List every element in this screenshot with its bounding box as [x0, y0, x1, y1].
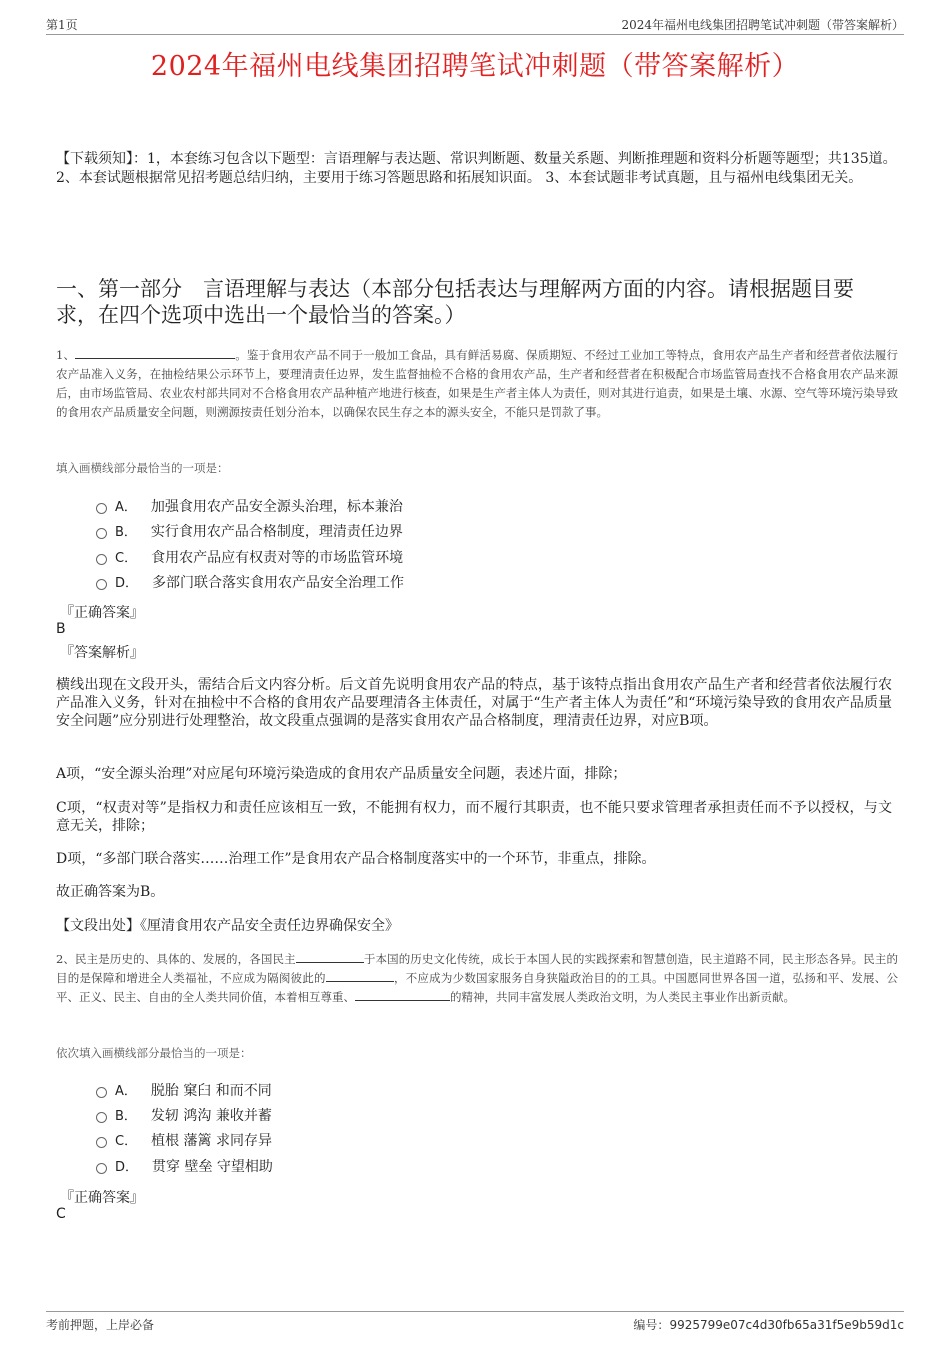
option-c[interactable]: C． 植根 藩篱 求同存异 [96, 1131, 272, 1151]
analysis-paragraph: A项，“安全源头治理”对应尾句环境污染造成的食用农产品质量安全问题，表述片面，排除； [56, 766, 627, 782]
analysis-paragraph: D项，“多部门联合落实……治理工作”是食用农产品合格制度落实中的一个环节，非重点，排除。 [56, 851, 656, 867]
correct-answer: C [56, 1206, 66, 1222]
analysis-paragraph: C项，“权责对等”是指权力和责任应该相互一致，不能拥有权力，而不履行其职责，也不能只要求管理者承担责任而不予以授权，与文意无关，排除； [56, 800, 892, 834]
answer-blank [75, 346, 235, 359]
radio-icon[interactable] [96, 554, 107, 565]
question-text: 。鉴于食用农产品不同于一般加工食品，具有鲜活易腐、保质期短、不经过工业加工等特点，食用农产品生产者和经营者依法履行农产品准入义务，在抽检结果公示环节上，要理清责任边界，发生监督抽检不合格的食用农产品，生产者和经营者在积极配合市场监管局查找不合格食用农产品来源后，由市场监管局、农业农村部共同对不合格食用农产品种植产地进行核查，如果是生产者主体人为责任，则对其进行追责，如果是土壤、水源、空气等环境污染导致的食用农产品质量安全问题，则溯源按责任划分治本，以确保农民生存之本的源头安全，不能只是罚款了事。 [56, 348, 898, 419]
option-b[interactable]: B． 实行食用农产品合格制度，理清责任边界 [96, 522, 403, 542]
page-title: 2024年福州电线集团招聘笔试冲刺题（带答案解析） [150, 51, 800, 82]
question-prompt: 填入画横线部分最恰当的一项是： [56, 461, 229, 475]
page-footer [46, 1311, 904, 1332]
option-c[interactable]: C． 食用农产品应有权责对等的市场监管环境 [96, 548, 403, 568]
page-header [46, 14, 904, 35]
page-number: 第1页 [46, 18, 78, 32]
question-number: 1、 [56, 348, 76, 362]
answer-blank [326, 969, 394, 982]
option-a[interactable]: A． 脱胎 窠臼 和而不同 [96, 1081, 272, 1101]
option-d[interactable]: D． 多部门联合落实食用农产品安全治理工作 [96, 573, 404, 593]
radio-icon[interactable] [96, 503, 107, 514]
question-2: 2、民主是历史的、具体的、发展的，各国民主 于本国的历史文化传统，成长于本国人民的实践探索和智慧创造，民主道路不同，民主形态各异。民主的目的是保障和增进全人类福祉，不应成为隔阂彼此的 ，不应成为少数国家服务自身狭隘政治目的的工具。中国愿同世界各国一道，弘扬和平、发展、公平、正义、民主、自由的全人类共同价值，本着相互尊重、 的精神，共同丰富发展人类政治文明，为人类民主事业作出新贡献。 [56, 952, 899, 1004]
analysis-conclusion: 故正确答案为B。 [56, 884, 165, 900]
correct-answer-label: 『正确答案』 [60, 605, 144, 621]
question-prompt: 依次填入画横线部分最恰当的一项是： [56, 1046, 252, 1060]
document-code: 编号：9925799e07c4d30fb65a31f5e9b59d1c [633, 1318, 904, 1332]
download-notice: 【下载须知】：1，本套练习包含以下题型：言语理解与表达题、常识判断题、数量关系题、判断推理题和资料分析题等题型；共135道。 2、本套试题根据常见招考题总结归纳，主要用于练习答题思路和拓展知识面。 3、本套试题非考试真题，且与福州电线集团无关。 [56, 151, 897, 186]
radio-icon[interactable] [96, 1137, 107, 1148]
header-doc-title: 2024年福州电线集团招聘笔试冲刺题（带答案解析） [621, 18, 904, 32]
radio-icon[interactable] [96, 1087, 107, 1098]
correct-answer-label: 『正确答案』 [60, 1190, 144, 1206]
option-d[interactable]: D． 贯穿 壁垒 守望相助 [96, 1157, 273, 1177]
footer-slogan: 考前押题，上岸必备 [46, 1318, 155, 1332]
option-b[interactable]: B． 发轫 鸿沟 兼收并蓄 [96, 1106, 272, 1126]
radio-icon[interactable] [96, 1163, 107, 1174]
radio-icon[interactable] [96, 579, 107, 590]
radio-icon[interactable] [96, 528, 107, 539]
radio-icon[interactable] [96, 1112, 107, 1123]
question-1 [56, 346, 898, 422]
correct-answer: B [56, 621, 66, 637]
source-citation: 【文段出处】《厘清食用农产品安全责任边界确保安全》 [56, 918, 399, 934]
question-number: 2、 [56, 952, 76, 966]
analysis-label: 『答案解析』 [60, 645, 144, 661]
answer-blank [355, 988, 450, 1001]
section-heading: 一、第一部分 言语理解与表达（本部分包括表达与理解两方面的内容。请根据题目要求，在四个选项中选出一个最恰当的答案。） [56, 277, 854, 327]
analysis-paragraph: 横线出现在文段开头，需结合后文内容分析。后文首先说明食用农产品的特点，基于该特点指出食用农产品生产者和经营者依法履行农产品准入义务，针对在抽检中不合格的食用农产品要理清各主体责任，对属于“生产者主体人为责任”和“环境污染导致的食用农产品质量安全问题”应分别进行处理整治，故文段重点强调的是落实食用农产品合格制度，理清责任边界，对应B项。 [56, 677, 892, 729]
option-a[interactable]: A． 加强食用农产品安全源头治理，标本兼治 [96, 497, 403, 517]
answer-blank [296, 950, 364, 963]
